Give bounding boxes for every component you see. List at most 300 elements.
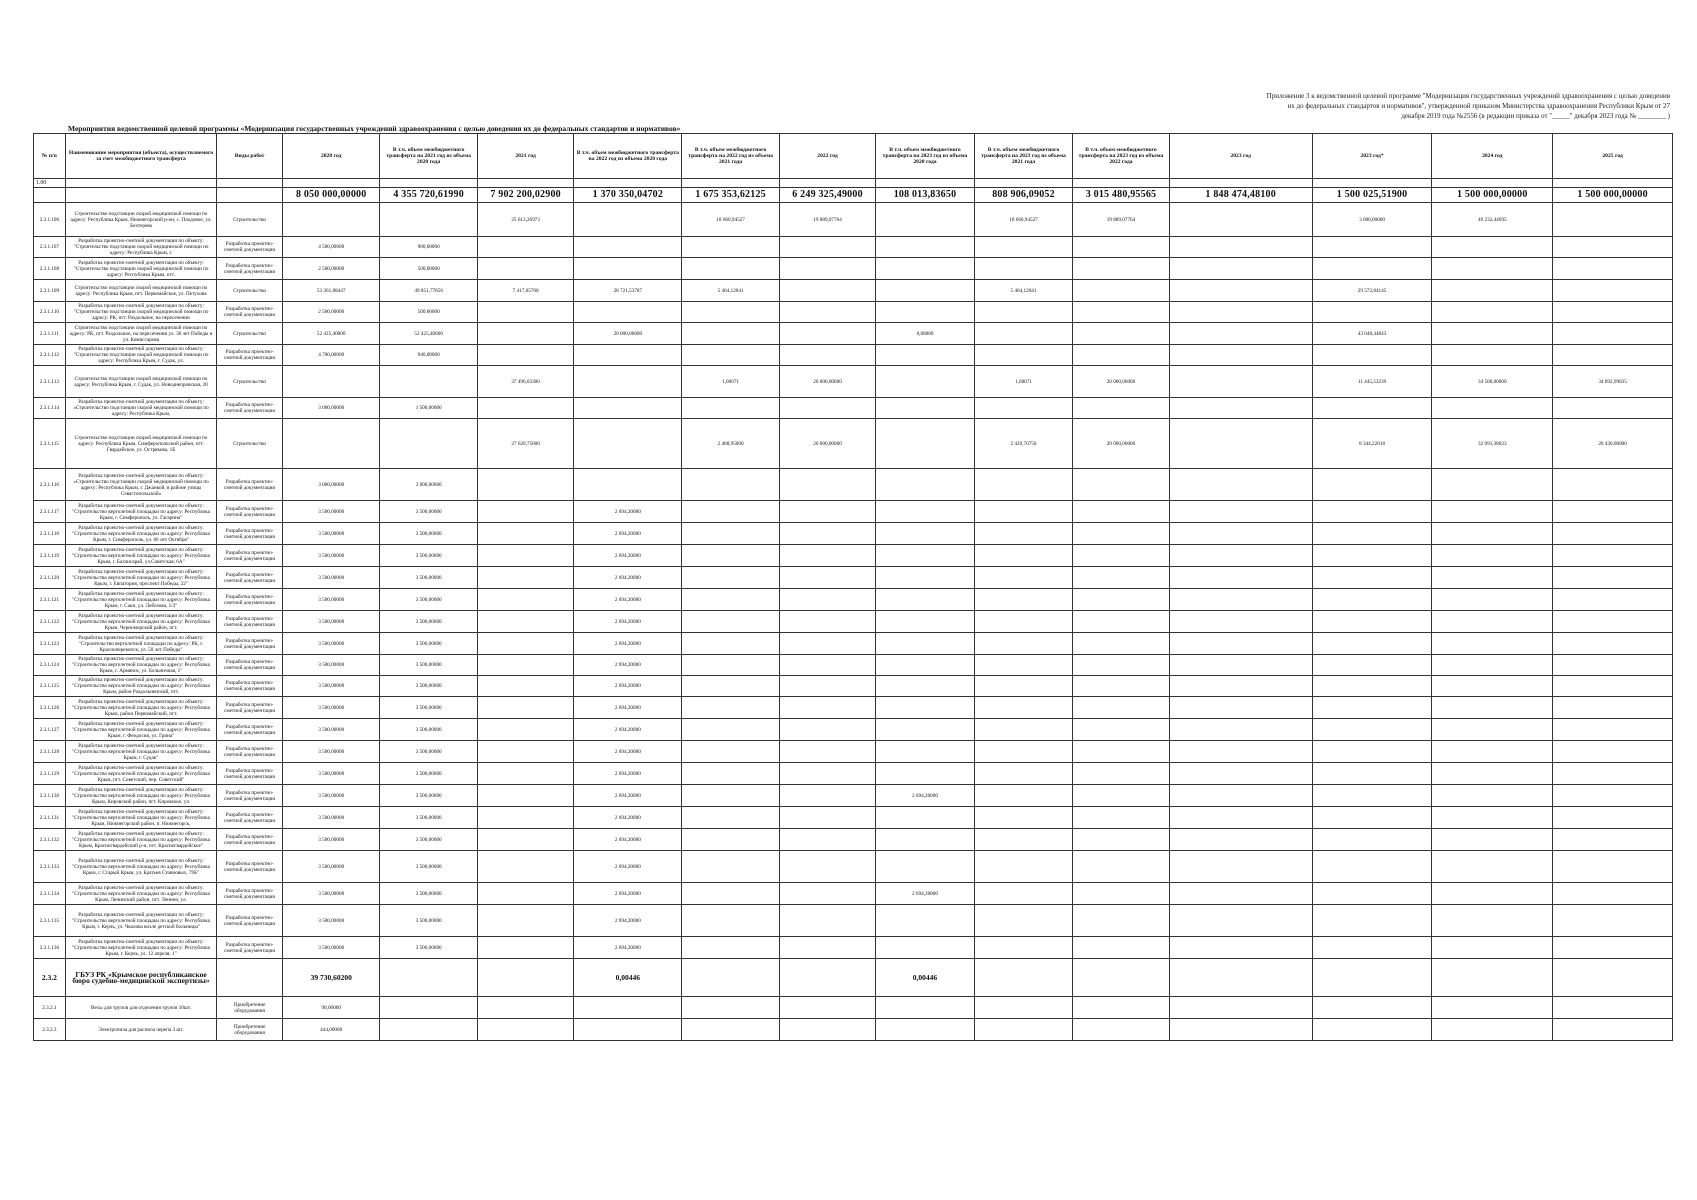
amount-cell	[1432, 237, 1553, 258]
total-cell: 808 906,09052	[974, 188, 1073, 203]
work-type-cell: Разработка проектно-сметной документации	[217, 829, 283, 851]
amount-cell	[876, 258, 975, 280]
column-header: 2025 год	[1553, 134, 1673, 179]
amount-cell	[974, 398, 1073, 419]
amount-cell	[1553, 829, 1673, 851]
amount-cell: 34 092,99835	[1553, 366, 1673, 398]
amount-cell	[1073, 997, 1169, 1019]
amount-cell: 5 464,12041	[974, 280, 1073, 302]
column-header: В т.ч. объем межбюджетного трансферта на 2022 год из объема 2020 года	[574, 134, 682, 179]
work-type-cell: Разработка проектно-сметной документации	[217, 258, 283, 280]
amount-cell	[779, 258, 875, 280]
amount-cell: 3 500,00000	[380, 883, 477, 905]
amount-cell	[1432, 905, 1553, 937]
amount-cell	[779, 905, 875, 937]
row-number-cell: 2.3.1.125	[34, 676, 66, 697]
amount-cell	[477, 567, 573, 589]
amount-cell	[282, 203, 379, 237]
amount-cell: 3 500,00000	[282, 719, 379, 741]
amount-cell	[1073, 633, 1169, 655]
table-row	[34, 589, 1673, 611]
total-cell: 1 370 350,04702	[574, 188, 682, 203]
amount-cell	[1169, 545, 1312, 567]
amount-cell	[682, 719, 779, 741]
amount-cell: 3 500,00000	[282, 589, 379, 611]
amount-cell	[1169, 676, 1312, 697]
amount-cell	[282, 419, 379, 469]
amount-cell	[1553, 589, 1673, 611]
table-row	[34, 807, 1673, 829]
amount-cell	[574, 1019, 682, 1041]
amount-cell: 2 694,20000	[574, 829, 682, 851]
amount-cell	[1169, 807, 1312, 829]
amount-cell	[1432, 763, 1553, 785]
amount-cell	[1553, 567, 1673, 589]
amount-cell	[1432, 567, 1553, 589]
amount-cell	[876, 398, 975, 419]
row-name-cell: Разработка проектно-сметной документации по объекту: "Строительство вертолетной площадки по адресу: Республика Крым, г. Керчь, ул. 12 апреля, 1"	[65, 937, 217, 959]
amount-cell	[876, 655, 975, 676]
column-header: В т.ч. объем межбюджетного трансферта на 2022 год из объема 2021 года	[682, 134, 779, 179]
amount-cell	[779, 345, 875, 366]
amount-cell	[779, 237, 875, 258]
amount-cell	[1553, 469, 1673, 501]
amount-cell	[1553, 763, 1673, 785]
amount-cell: 3 500,00000	[380, 501, 477, 523]
table-row	[34, 302, 1673, 323]
amount-cell	[1553, 545, 1673, 567]
amount-cell	[477, 345, 573, 366]
amount-cell	[1432, 829, 1553, 851]
amount-cell	[1312, 567, 1432, 589]
row-name-cell: Весы для трупов для отделения трупов 10шт.	[65, 997, 217, 1019]
amount-cell	[682, 258, 779, 280]
amount-cell	[477, 997, 573, 1019]
amount-cell	[876, 719, 975, 741]
row-name-cell: Строительство подстанции скорой медицинской помощи по адресу: Республика Крым, Симферопольский район, пгт. Гвардейское, ул. Острякова, 1Б	[65, 419, 217, 469]
amount-cell	[1073, 469, 1169, 501]
amount-cell	[1432, 545, 1553, 567]
amount-cell	[779, 1019, 875, 1041]
amount-cell: 25 613,26973	[477, 203, 573, 237]
amount-cell	[876, 567, 975, 589]
amount-cell	[682, 655, 779, 676]
work-type-cell: Разработка проектно-сметной документации	[217, 545, 283, 567]
work-type-cell: Строительство	[217, 280, 283, 302]
amount-cell	[682, 937, 779, 959]
amount-cell: 2 694,20000	[574, 633, 682, 655]
work-type-cell: Разработка проектно-сметной документации	[217, 763, 283, 785]
code-cell	[876, 179, 975, 188]
row-number-cell: 2.3.1.110	[34, 302, 66, 323]
amount-cell	[1432, 655, 1553, 676]
amount-cell	[876, 1019, 975, 1041]
amount-cell	[1169, 1019, 1312, 1041]
table-row	[34, 655, 1673, 676]
row-number-cell: 2.3.2	[34, 959, 66, 997]
row-number-cell: 2.3.1.123	[34, 633, 66, 655]
total-cell: 1 500 025,51900	[1312, 188, 1432, 203]
row-name-cell: Электропила для распила черепа 3 шт.	[65, 1019, 217, 1041]
amount-cell	[876, 523, 975, 545]
amount-cell	[1553, 280, 1673, 302]
amount-cell	[876, 419, 975, 469]
amount-cell	[974, 589, 1073, 611]
amount-cell: 3 500,00000	[380, 655, 477, 676]
row-name-cell: Строительство подстанции скорой медицинской помощи по адресу: Республика Крым, пгт. Первомайское, ул. Петухова	[65, 280, 217, 302]
row-name-cell: Разработка проектно-сметной документации по объекту: "Строительство подстанции скорой медицинской помощи по адресу: Республика Крым, пгт.	[65, 258, 217, 280]
amount-cell: 20 000,00000	[1073, 419, 1169, 469]
table-row	[34, 763, 1673, 785]
work-type-cell: Разработка проектно-сметной документации	[217, 719, 283, 741]
amount-cell	[1312, 997, 1432, 1019]
row-name-cell: Строительство подстанции скорой медицинской помощи по адресу: Республика Крым, г. Судак, ул. Новоднепровская, 20	[65, 366, 217, 398]
amount-cell: 0,00446	[574, 959, 682, 997]
amount-cell	[1553, 807, 1673, 829]
amount-cell	[779, 785, 875, 807]
amount-cell	[574, 345, 682, 366]
amount-cell	[1073, 851, 1169, 883]
amount-cell	[779, 302, 875, 323]
amount-cell	[1169, 905, 1312, 937]
amount-cell	[380, 419, 477, 469]
amount-cell	[1073, 237, 1169, 258]
total-cell: 108 013,83650	[876, 188, 975, 203]
row-number-cell: 2.3.1.129	[34, 763, 66, 785]
row-number-cell: 2.3.1.120	[34, 567, 66, 589]
amount-cell: 90,00000	[282, 997, 379, 1019]
amount-cell: 52 425,40000	[380, 323, 477, 345]
amount-cell	[876, 997, 975, 1019]
amount-cell	[477, 785, 573, 807]
amount-cell: 3 500,00000	[282, 785, 379, 807]
amount-cell: 2 694,20000	[574, 611, 682, 633]
amount-cell	[1073, 719, 1169, 741]
amount-cell	[1432, 719, 1553, 741]
amount-cell	[477, 611, 573, 633]
amount-cell	[477, 501, 573, 523]
amount-cell	[779, 655, 875, 676]
amount-cell	[477, 1019, 573, 1041]
work-type-cell: Разработка проектно-сметной документации	[217, 302, 283, 323]
total-cell: 1 848 474,48100	[1169, 188, 1312, 203]
amount-cell	[1169, 366, 1312, 398]
amount-cell: 1 500,00000	[380, 398, 477, 419]
amount-cell	[1073, 883, 1169, 905]
amount-cell	[779, 398, 875, 419]
amount-cell	[1312, 501, 1432, 523]
amount-cell	[1432, 697, 1553, 719]
amount-cell	[876, 366, 975, 398]
code-cell	[217, 179, 283, 188]
amount-cell	[1432, 323, 1553, 345]
amount-cell	[1169, 719, 1312, 741]
amount-cell: 1,00071	[682, 366, 779, 398]
amount-cell	[1312, 611, 1432, 633]
amount-cell	[876, 807, 975, 829]
amount-cell	[1312, 1019, 1432, 1041]
amount-cell	[682, 545, 779, 567]
amount-cell	[1312, 937, 1432, 959]
amount-cell	[477, 258, 573, 280]
amount-cell	[1169, 237, 1312, 258]
amount-cell	[574, 302, 682, 323]
amount-cell	[1169, 741, 1312, 763]
amount-cell: 900,00000	[380, 237, 477, 258]
amount-cell	[1432, 807, 1553, 829]
amount-cell	[477, 469, 573, 501]
amount-cell	[477, 398, 573, 419]
amount-cell: 27 620,75000	[477, 419, 573, 469]
amount-cell: 2 500,00000	[282, 302, 379, 323]
row-number-cell: 2.3.2.3	[34, 1019, 66, 1041]
totals-row	[34, 188, 1673, 203]
table-row	[34, 697, 1673, 719]
work-type-cell: Разработка проектно-сметной документации	[217, 398, 283, 419]
row-number-cell: 2.3.1.124	[34, 655, 66, 676]
code-cell	[1432, 179, 1553, 188]
amount-cell: 500,00000	[380, 302, 477, 323]
row-name-cell: Разработка проектно-сметной документации по объекту: "Строительство вертолетной площадки по адресу: Республика Крым, Кировский район, пгт. Кировское, ул.	[65, 785, 217, 807]
amount-cell: 3 500,00000	[282, 741, 379, 763]
amount-cell	[1553, 697, 1673, 719]
row-name-cell: Разработка проектно-сметной документации по объекту: "Строительство вертолетной площадки по адресу: Республика Крым, г. Саки, ул. Лобозова, 1/3"	[65, 589, 217, 611]
amount-cell	[1553, 302, 1673, 323]
amount-cell	[1432, 398, 1553, 419]
amount-cell	[1169, 398, 1312, 419]
work-type-cell: Разработка проектно-сметной документации	[217, 589, 283, 611]
column-header: В т.ч. объем межбюджетного трансферта на 2023 год из объема 2020 года	[876, 134, 975, 179]
amount-cell	[876, 203, 975, 237]
row-number-cell: 2.3.1.119	[34, 545, 66, 567]
amount-cell	[1312, 851, 1432, 883]
amount-cell	[1169, 883, 1312, 905]
row-number-cell: 2.3.1.108	[34, 258, 66, 280]
table-row	[34, 398, 1673, 419]
amount-cell	[1312, 905, 1432, 937]
amount-cell	[1312, 302, 1432, 323]
amount-cell: 3 500,00000	[380, 567, 477, 589]
amount-cell: 2 694,20000	[574, 655, 682, 676]
amount-cell	[682, 523, 779, 545]
amount-cell	[682, 567, 779, 589]
amount-cell	[974, 611, 1073, 633]
row-name-cell: Разработка проектно-сметной документации по объекту: "Строительство вертолетной площадки по адресу: Республика Крым, Ленинский район, пгт. Ленино, ул.	[65, 883, 217, 905]
amount-cell	[1073, 567, 1169, 589]
amount-cell	[1312, 398, 1432, 419]
amount-cell: 3 500,00000	[380, 937, 477, 959]
table-row	[34, 419, 1673, 469]
row-name-cell: Разработка проектно-сметной документации по объекту: "Строительство вертолетной площадки по адресу: Республика Крым, г. Евпатория, проспект Победы, 22"	[65, 567, 217, 589]
amount-cell: 3 500,00000	[380, 851, 477, 883]
work-type-cell: Разработка проектно-сметной документации	[217, 237, 283, 258]
table-row	[34, 323, 1673, 345]
amount-cell	[1553, 398, 1673, 419]
row-name-cell: Разработка проектно-сметной документации по объекту: "Строительство вертолетной площадки по адресу: РК, г. Красноперекопск, ул. 50 лет Победы"	[65, 633, 217, 655]
amount-cell: 18 660,94527	[682, 203, 779, 237]
table-row	[34, 345, 1673, 366]
amount-cell	[682, 676, 779, 697]
amount-cell	[477, 655, 573, 676]
table-row	[34, 785, 1673, 807]
amount-cell	[1432, 997, 1553, 1019]
amount-cell	[1169, 323, 1312, 345]
amount-cell: 2 694,20000	[574, 851, 682, 883]
amount-cell	[682, 469, 779, 501]
amount-cell	[1073, 611, 1169, 633]
code-cell	[1312, 179, 1432, 188]
amount-cell	[974, 258, 1073, 280]
row-name-cell: Разработка проектно-сметной документации по объекту: "Строительство вертолетной площадки по адресу: Республика Крым, г. Бахчисарай, ул.Советская, 6А"	[65, 545, 217, 567]
amount-cell	[1169, 829, 1312, 851]
amount-cell	[876, 741, 975, 763]
amount-cell: 3 500,00000	[380, 545, 477, 567]
code-cell	[779, 179, 875, 188]
amount-cell	[1312, 807, 1432, 829]
amount-cell	[974, 469, 1073, 501]
amount-cell	[974, 501, 1073, 523]
amount-cell	[1073, 655, 1169, 676]
amount-cell	[682, 807, 779, 829]
row-number-cell: 2.3.1.113	[34, 366, 66, 398]
amount-cell	[1553, 655, 1673, 676]
work-type-cell: Разработка проектно-сметной документации	[217, 851, 283, 883]
amount-cell: 18 660,94527	[974, 203, 1073, 237]
amount-cell	[282, 366, 379, 398]
amount-cell	[574, 203, 682, 237]
amount-cell	[1312, 697, 1432, 719]
amount-cell	[876, 545, 975, 567]
amount-cell	[1169, 258, 1312, 280]
amount-cell: 3 500,00000	[380, 633, 477, 655]
amount-cell	[779, 807, 875, 829]
row-number-cell: 2.3.1.127	[34, 719, 66, 741]
amount-cell	[974, 523, 1073, 545]
amount-cell	[682, 741, 779, 763]
amount-cell	[380, 203, 477, 237]
table-row	[34, 959, 1673, 997]
annex-line: их до федеральных стандартов и нормативов", утвержденной приказом Министерства здравоохранения Республики Крым от 27	[1287, 102, 1670, 110]
amount-cell	[974, 237, 1073, 258]
amount-cell	[477, 589, 573, 611]
row-number-cell: 2.3.1.117	[34, 501, 66, 523]
amount-cell	[1073, 523, 1169, 545]
amount-cell	[1169, 633, 1312, 655]
work-type-cell: Разработка проектно-сметной документации	[217, 611, 283, 633]
amount-cell: 3 000,00000	[282, 398, 379, 419]
code-cell	[1169, 179, 1312, 188]
work-type-cell: Разработка проектно-сметной документации	[217, 697, 283, 719]
amount-cell: 49 851,77856	[380, 280, 477, 302]
amount-cell: 34 500,00000	[1432, 366, 1553, 398]
amount-cell	[477, 829, 573, 851]
amount-cell	[380, 1019, 477, 1041]
total-cell: 6 249 325,49000	[779, 188, 875, 203]
amount-cell: 3 500,00000	[380, 905, 477, 937]
amount-cell: 3 500,00000	[380, 807, 477, 829]
amount-cell	[1312, 633, 1432, 655]
amount-cell	[876, 763, 975, 785]
amount-cell: 20 000,00000	[1073, 366, 1169, 398]
amount-cell	[876, 937, 975, 959]
amount-cell	[1432, 883, 1553, 905]
amount-cell	[974, 851, 1073, 883]
work-type-cell: Разработка проектно-сметной документации	[217, 469, 283, 501]
amount-cell	[1553, 633, 1673, 655]
work-type-cell: Строительство	[217, 323, 283, 345]
amount-cell	[1169, 697, 1312, 719]
amount-cell	[1312, 523, 1432, 545]
amount-cell	[1169, 345, 1312, 366]
total-cell	[217, 188, 283, 203]
amount-cell: 2 694,20000	[574, 719, 682, 741]
amount-cell	[477, 237, 573, 258]
amount-cell: 2 694,20000	[574, 937, 682, 959]
amount-cell	[477, 937, 573, 959]
row-number-cell: 2.3.1.118	[34, 523, 66, 545]
row-number-cell: 2.3.1.109	[34, 280, 66, 302]
row-number-cell: 2.3.1.135	[34, 905, 66, 937]
amount-cell	[477, 323, 573, 345]
table-row	[34, 237, 1673, 258]
column-header: 2023 год*	[1312, 134, 1432, 179]
row-number-cell: 2.3.1.134	[34, 883, 66, 905]
amount-cell	[682, 633, 779, 655]
amount-cell: 2 694,20000	[574, 545, 682, 567]
amount-cell	[974, 567, 1073, 589]
amount-cell	[574, 366, 682, 398]
amount-cell	[1073, 676, 1169, 697]
amount-cell	[1312, 763, 1432, 785]
amount-cell	[1169, 567, 1312, 589]
row-number-cell: 2.3.1.106	[34, 203, 66, 237]
row-number-cell: 2.3.1.114	[34, 398, 66, 419]
amount-cell	[1073, 763, 1169, 785]
amount-cell	[477, 633, 573, 655]
amount-cell: 29 572,84145	[1312, 280, 1432, 302]
amount-cell	[477, 807, 573, 829]
amount-cell	[1169, 655, 1312, 676]
amount-cell	[380, 997, 477, 1019]
amount-cell	[1169, 785, 1312, 807]
amount-cell: 7 417,05700	[477, 280, 573, 302]
amount-cell	[974, 829, 1073, 851]
amount-cell	[974, 655, 1073, 676]
amount-cell	[574, 237, 682, 258]
table-row	[34, 997, 1673, 1019]
amount-cell	[574, 469, 682, 501]
amount-cell: 2 694,20000	[574, 567, 682, 589]
amount-cell: 39 730,60200	[282, 959, 379, 997]
amount-cell: 3 500,00000	[380, 589, 477, 611]
table-row	[34, 469, 1673, 501]
amount-cell: 3 000,00000	[380, 469, 477, 501]
amount-cell	[1073, 501, 1169, 523]
amount-cell	[1073, 937, 1169, 959]
amount-cell	[974, 1019, 1073, 1041]
row-number-cell: 2.3.1.131	[34, 807, 66, 829]
amount-cell	[477, 545, 573, 567]
amount-cell	[779, 959, 875, 997]
amount-cell	[1432, 633, 1553, 655]
amount-cell	[477, 763, 573, 785]
work-type-cell: Разработка проектно-сметной документации	[217, 523, 283, 545]
amount-cell	[1073, 697, 1169, 719]
table-row	[34, 567, 1673, 589]
amount-cell: 3 500,00000	[380, 763, 477, 785]
amount-cell	[1432, 280, 1553, 302]
amount-cell	[974, 719, 1073, 741]
